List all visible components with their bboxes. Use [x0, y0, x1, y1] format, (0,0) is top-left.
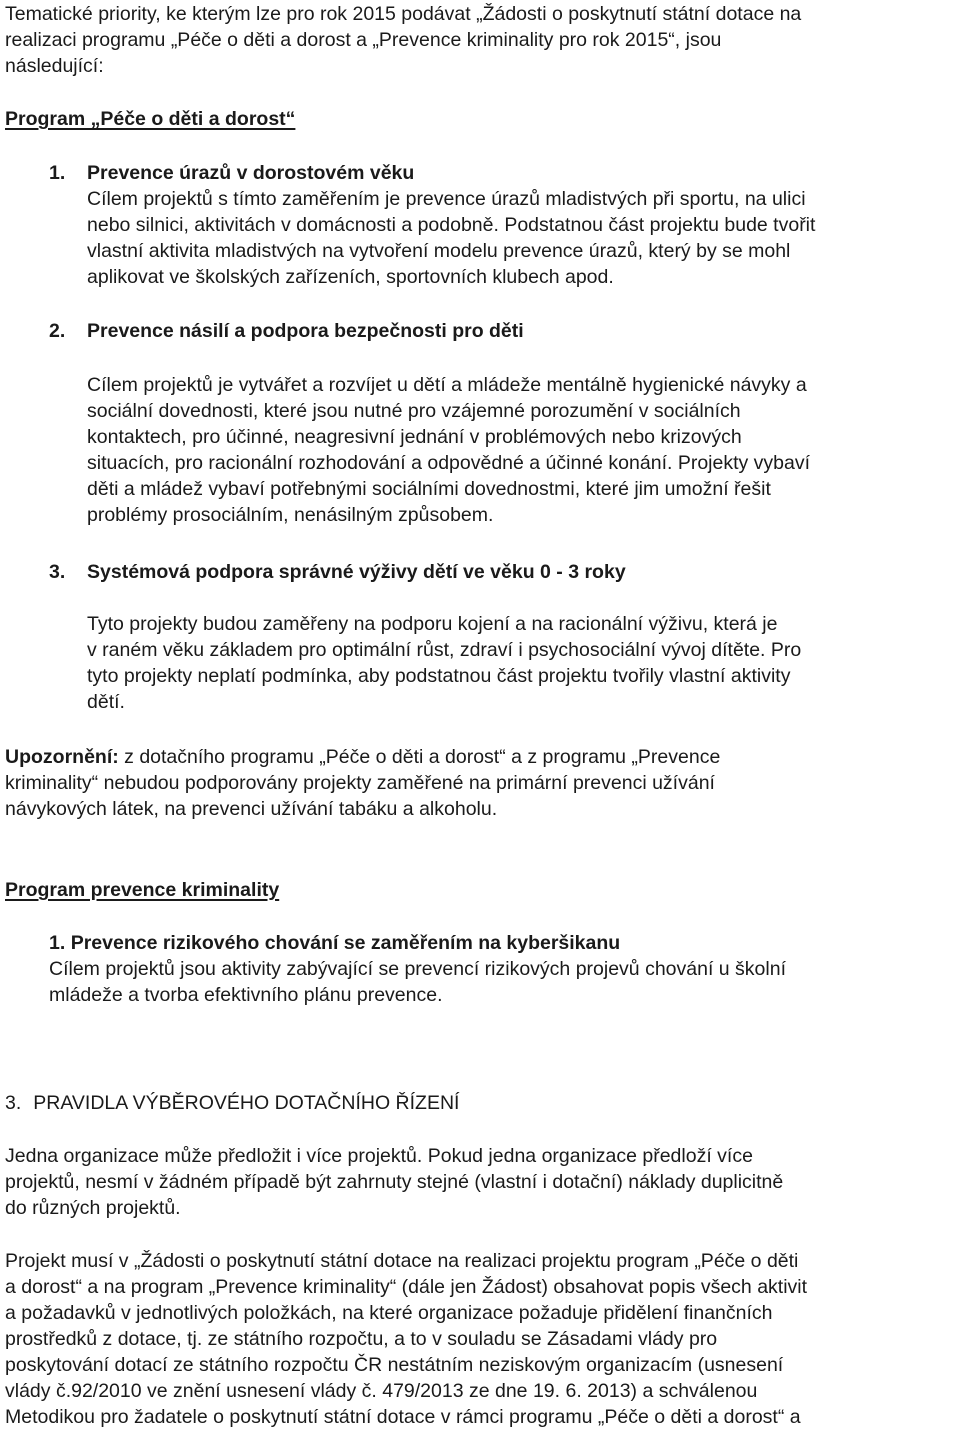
intro-line: následující:: [5, 55, 104, 77]
rules-paragraph: [5, 1248, 955, 1430]
item-line: Cílem projektů jsou aktivity zabývající se prevencí rizikových projevů chování u školní: [49, 958, 786, 980]
item-line: situacích, pro racionální rozhodování a odpovědné a účinné konání. Projekty vybaví: [87, 452, 811, 474]
item-line: dětí.: [87, 691, 125, 713]
item-number: 3.: [49, 561, 66, 583]
item-heading: Systémová podpora správné výživy dětí ve věku 0 - 3 roky: [87, 561, 626, 583]
item-line: nebo silnici, aktivitách v domácnosti a podobně. Podstatnou část projektu bude tvořit: [87, 214, 816, 236]
warning-label: Upozornění:: [5, 746, 119, 768]
rules-paragraph: [5, 1143, 955, 1221]
rules-line: Jedna organizace může předložit i více projektů. Pokud jedna organizace předloží více: [5, 1145, 753, 1167]
item-number: 1.: [49, 932, 66, 954]
section-heading: [5, 1090, 459, 1116]
item-line: mládeže a tvorba efektivního plánu prevence.: [49, 984, 443, 1006]
rules-line: a dorost“ a na program „Prevence kriminality“ (dále jen Žádost) obsahovat popis všech aktivit: [5, 1276, 808, 1298]
item-line: kontaktech, pro účinné, neagresivní jednání v problémových nebo krizových: [87, 426, 742, 448]
section-title: PRAVIDLA VÝBĚROVÉHO DOTAČNÍHO ŘÍZENÍ: [33, 1092, 460, 1114]
rules-line: poskytování dotací ze státního rozpočtu ČR nestátním neziskovým organizacím (usnesení: [5, 1354, 784, 1376]
program-heading: Program „Péče o děti a dorost“: [5, 108, 296, 130]
intro-line: Tematické priority, ke kterým lze pro rok 2015 podávat „Žádosti o poskytnutí státní dotace na: [5, 3, 802, 25]
item-line: aplikovat ve školských zařízeních, sportovních klubech apod.: [87, 266, 614, 288]
item-number: 2.: [49, 320, 66, 342]
item-heading: 1. Prevence rizikového chování se zaměřením na kyberšikanu: [49, 932, 621, 954]
intro-line: realizaci programu „Péče o děti a dorost a „Prevence kriminality pro rok 2015“, jsou: [5, 29, 722, 51]
warning-text: z dotačního programu „Péče o děti a dorost“ a z programu „Prevence: [124, 746, 721, 768]
item-block: [87, 160, 955, 290]
rules-line: a požadavků v jednotlivých položkách, na které organizace požaduje přidělení finančních: [5, 1302, 773, 1324]
item-block: [49, 930, 955, 1008]
rules-line: prostředků z dotace, tj. ze státního rozpočtu, a to v souladu se Zásadami vlády pro: [5, 1328, 718, 1350]
item-line: děti a mládež vybaví potřebnými sociálními dovednostmi, které jim umožní řešit: [87, 478, 771, 500]
program-heading: Program prevence kriminality: [5, 879, 280, 901]
item-line: vlastní aktivita mladistvých na vytvoření modelu prevence úrazů, který by se mohl: [87, 240, 791, 262]
warning-line: kriminality“ nebudou podporovány projekty zaměřené na primární prevenci užívání: [5, 772, 715, 794]
item-heading: Prevence úrazů v dorostovém věku: [87, 162, 415, 184]
item-body: [87, 372, 955, 528]
warning-first-line: [5, 744, 955, 770]
item-line: Tyto projekty budou zaměřeny na podporu kojení a na racionální výživu, která je: [87, 613, 778, 635]
item-number: 1.: [49, 162, 66, 184]
rules-line: Projekt musí v „Žádosti o poskytnutí státní dotace na realizaci projektu program „Péče o děti: [5, 1250, 799, 1272]
item-body: [87, 611, 955, 715]
warning-paragraph: [5, 744, 955, 822]
item-heading: Prevence násilí a podpora bezpečnosti pro děti: [87, 320, 524, 342]
item-line: problémy prosociálním, nenásilným způsobem.: [87, 504, 494, 526]
rules-line: do různých projektů.: [5, 1197, 181, 1219]
rules-line: Metodikou pro žadatele o poskytnutí státní dotace v rámci programu „Péče o děti a dorost“ a: [5, 1406, 801, 1428]
intro-paragraph: [5, 1, 955, 79]
item-line: v raném věku základem pro optimální růst, zdraví i psychosociální vývoj dítěte. Pro: [87, 639, 802, 661]
rules-line: projektů, nesmí v žádném případě být zahrnuty stejné (vlastní i dotační) náklady duplicitně: [5, 1171, 784, 1193]
item-line: tyto projekty neplatí podmínka, aby podstatnou část projektu tvořily vlastní aktivity: [87, 665, 791, 687]
section-number: 3.: [5, 1092, 22, 1114]
warning-line: návykových látek, na prevenci užívání tabáku a alkoholu.: [5, 798, 498, 820]
item-line: Cílem projektů s tímto zaměřením je prevence úrazů mladistvých při sportu, na ulici: [87, 188, 806, 210]
rules-line: vlády č.92/2010 ve znění usnesení vlády č. 479/2013 ze dne 19. 6. 2013) a schválenou: [5, 1380, 758, 1402]
item-line: Cílem projektů je vytvářet a rozvíjet u dětí a mládeže mentálně hygienické návyky a: [87, 374, 807, 396]
item-line: sociální dovednosti, které jsou nutné pro vzájemné porozumění v sociálních: [87, 400, 741, 422]
